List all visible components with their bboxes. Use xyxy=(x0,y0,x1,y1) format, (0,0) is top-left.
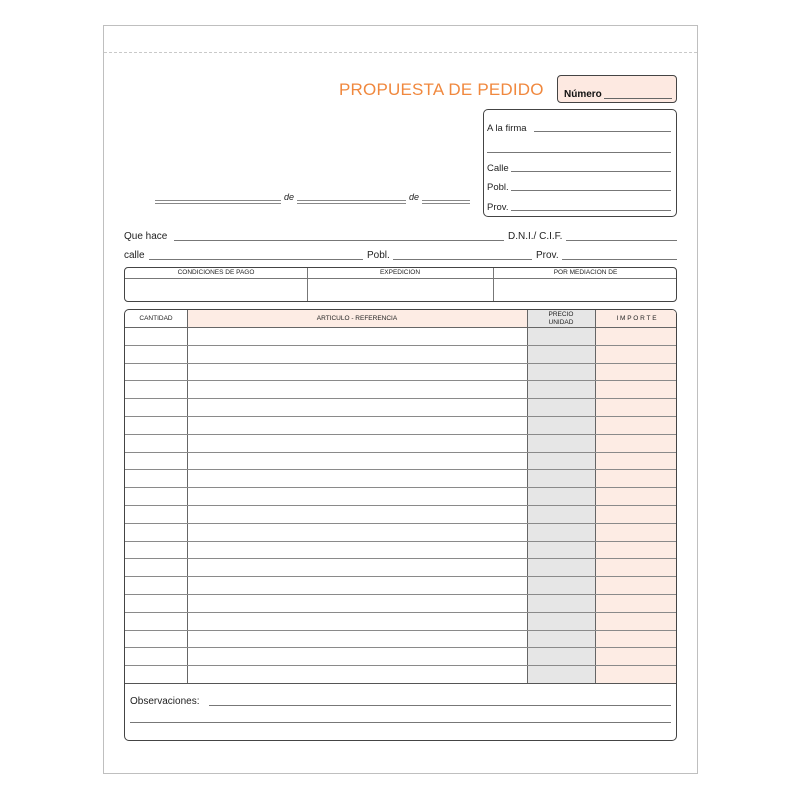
por-mediacion-header: POR MEDIACION DE xyxy=(493,268,677,279)
date-de-2: de xyxy=(409,192,420,202)
cantidad-header: CANTIDAD xyxy=(139,315,173,322)
table-row[interactable] xyxy=(125,434,677,435)
table-row[interactable] xyxy=(125,363,677,364)
table-row[interactable] xyxy=(125,541,677,542)
firma-pobl-field[interactable] xyxy=(511,190,671,191)
table-row[interactable] xyxy=(125,487,677,488)
table-row[interactable] xyxy=(125,612,677,613)
conditions-box xyxy=(124,267,677,302)
table-row[interactable] xyxy=(125,665,677,666)
firma-box xyxy=(483,109,677,217)
firma-calle-field[interactable] xyxy=(511,171,671,172)
articulo-header: ARTICULO - REFERENCIA xyxy=(316,315,398,322)
column-divider xyxy=(187,310,188,683)
prov-label: Prov. xyxy=(536,250,559,261)
table-bottom-divider xyxy=(125,683,677,684)
numero-box xyxy=(557,75,677,103)
firma-field[interactable] xyxy=(534,131,671,132)
table-row[interactable] xyxy=(125,469,677,470)
firma-calle-label: Calle xyxy=(487,163,509,174)
firma-label: A la firma xyxy=(487,123,527,134)
expedicion-field[interactable] xyxy=(308,279,492,301)
observaciones-field[interactable] xyxy=(209,705,671,706)
importe-header: I M P O R T E xyxy=(616,315,657,322)
dni-field[interactable] xyxy=(566,240,677,241)
firma-pobl-label: Pobl. xyxy=(487,182,509,193)
table-row[interactable] xyxy=(125,576,677,577)
condiciones-pago-field[interactable] xyxy=(125,279,307,301)
items-table xyxy=(124,309,677,741)
numero-label: Número xyxy=(564,89,602,100)
firma-prov-field[interactable] xyxy=(511,210,671,211)
table-row[interactable] xyxy=(125,594,677,595)
perforation-line xyxy=(104,52,697,53)
table-row[interactable] xyxy=(125,345,677,346)
date-day-field[interactable] xyxy=(155,200,281,204)
que-hace-label: Que hace xyxy=(124,231,168,242)
header-divider xyxy=(125,327,677,328)
calle-field[interactable] xyxy=(149,259,363,260)
firma-prov-label: Prov. xyxy=(487,202,509,213)
column-divider xyxy=(595,310,596,683)
que-hace-field[interactable] xyxy=(174,240,504,241)
date-year-field[interactable] xyxy=(422,200,470,204)
table-row[interactable] xyxy=(125,505,677,506)
por-mediacion-field[interactable] xyxy=(494,279,677,301)
table-row[interactable] xyxy=(125,558,677,559)
table-row[interactable] xyxy=(125,380,677,381)
table-row[interactable] xyxy=(125,630,677,631)
pobl-field[interactable] xyxy=(393,259,532,260)
observaciones-field-2[interactable] xyxy=(130,722,671,723)
expedicion-header: EXPEDICION xyxy=(307,268,493,279)
table-row[interactable] xyxy=(125,523,677,524)
importe-column-fill xyxy=(595,310,677,683)
pobl-label: Pobl. xyxy=(367,250,390,261)
date-de-1: de xyxy=(284,192,295,202)
precio-column-fill xyxy=(527,310,595,683)
precio-header-1: PRECIO xyxy=(548,311,574,318)
table-row[interactable] xyxy=(125,398,677,399)
table-row[interactable] xyxy=(125,452,677,453)
table-row[interactable] xyxy=(125,416,677,417)
observaciones-label: Observaciones: xyxy=(130,696,200,707)
form-title: PROPUESTA DE PEDIDO xyxy=(339,80,544,99)
dni-label: D.N.I./ C.I.F. xyxy=(508,231,563,242)
firma-field-2[interactable] xyxy=(487,152,671,153)
condiciones-pago-header: CONDICIONES DE PAGO xyxy=(125,268,307,279)
date-month-field[interactable] xyxy=(297,200,406,204)
prov-field[interactable] xyxy=(562,259,677,260)
precio-header-2: UNIDAD xyxy=(548,319,574,326)
column-divider xyxy=(527,310,528,683)
numero-field[interactable] xyxy=(604,98,672,99)
table-row[interactable] xyxy=(125,647,677,648)
calle-label: calle xyxy=(124,250,145,261)
